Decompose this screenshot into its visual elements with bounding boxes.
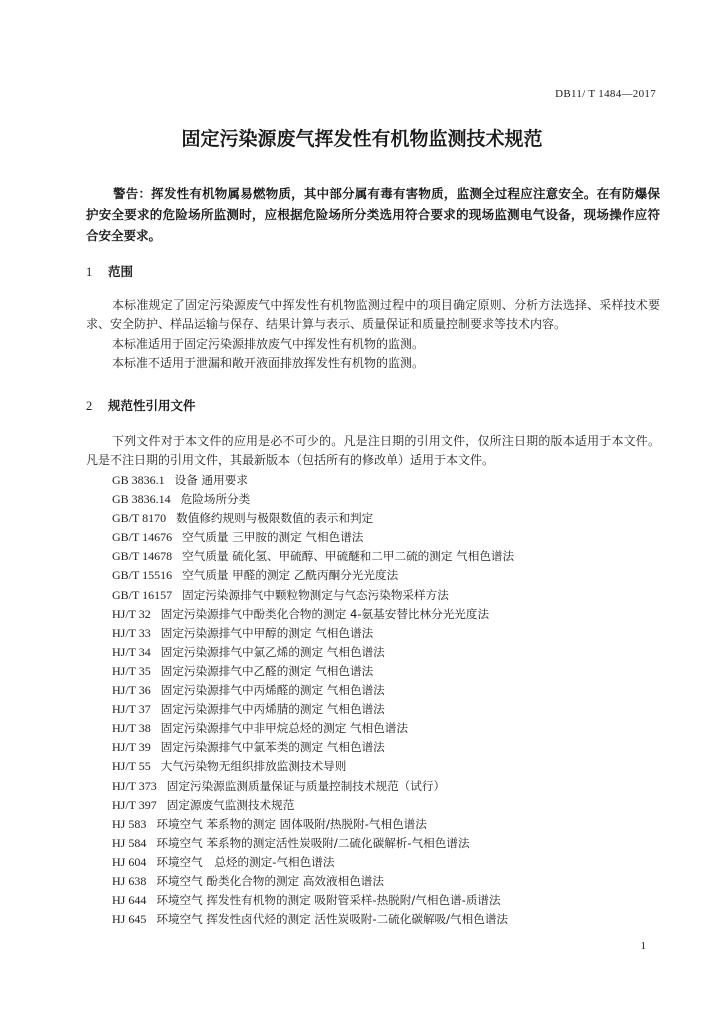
reference-title: 固定污染源排气中丙烯醛的测定 气相色谱法 [160,683,385,698]
section-1-heading [86,262,133,280]
reference-code: HJ 583 [112,816,147,831]
reference-title: 固定污染源排气中非甲烷总烃的测定 气相色谱法 [160,721,408,736]
safety-warning: 警告：挥发性有机物属易燃物质，其中部分属有毒有害物质，监测全过程应注意安全。在有防爆保护安全要求的危险场所监测时，应根据危险场所分类选用符合要求的现场监测电气设备，现场操作应符合安全要求。 [86,186,660,243]
reference-code: GB/T 14678 [112,549,173,564]
reference-code: HJ 584 [112,835,147,850]
reference-item [112,662,514,681]
normative-references-intro: 下列文件对于本文件的应用是必不可少的。凡是注日期的引用文件，仅所注日期的版本适用于本文件。凡是不注日期的引用文件，其最新版本（包括所有的修改单）适用于本文件。 [86,434,660,467]
reference-code: GB/T 16157 [112,587,173,602]
reference-title: 环境空气 酚类化合物的测定 高效液相色谱法 [156,873,384,888]
reference-title: 固定污染源监测质量保证与质量控制技术规范（试行） [166,778,446,793]
reference-title: 大气污染物无组织排放监测技术导则 [160,759,347,774]
reference-item [112,528,514,547]
reference-code: HJ/T 397 [112,797,157,812]
reference-item [112,566,514,585]
reference-item [112,586,514,605]
reference-title: 环境空气 苯系物的测定 固体吸附/热脱附-气相色谱法 [156,816,427,831]
reference-item [112,872,514,891]
reference-title: 设备 通用要求 [174,473,248,487]
page-number: 1 [640,940,646,952]
reference-item [112,815,514,834]
reference-code: HJ 604 [112,854,147,869]
reference-code: HJ/T 39 [112,740,151,755]
reference-item [112,605,514,624]
reference-item [112,547,514,566]
reference-code: HJ 638 [112,873,147,888]
reference-code: HJ/T 32 [112,606,151,621]
reference-title: 固定污染源排气中氯苯类的测定 气相色谱法 [160,740,385,755]
reference-code: GB 3836.1 [112,473,165,487]
reference-title: 固定源废气监测技术规范 [166,797,295,812]
reference-title: 危险场所分类 [180,492,251,507]
scope-paragraph-1: 本标准规定了固定污染源废气中挥发性有机物监测过程中的项目确定原则、分析方法选择、采样技术要求、安全防护、样品运输与保存、结果计算与表示、质量保证和质量控制要求等技术内容。 [86,298,660,331]
section-number: 2 [86,399,93,413]
reference-item [112,643,514,662]
reference-code: HJ/T 36 [112,683,151,698]
reference-item [112,681,514,700]
reference-item [112,796,514,815]
reference-item [112,738,514,757]
document-title: 固定污染源废气挥发性有机物监测技术规范 [181,128,543,150]
reference-code: HJ/T 38 [112,721,151,736]
reference-title: 环境空气 挥发性有机物的测定 吸附管采样-热脱附/气相色谱-质谱法 [156,893,501,908]
reference-item [112,719,514,738]
reference-code: GB 3836.14 [112,492,171,507]
reference-title: 固定污染源排气中甲醇的测定 气相色谱法 [160,625,374,640]
reference-code: HJ 645 [112,912,147,927]
reference-item [112,853,514,872]
reference-title: 固定污染源排气中酚类化合物的测定 4-氨基安替比林分光光度法 [160,606,490,621]
reference-item [112,910,514,929]
reference-title: 数值修约规则与极限数值的表示和判定 [176,511,374,526]
reference-title: 固定污染源排气中丙烯腈的测定 气相色谱法 [160,702,385,717]
reference-code: GB/T 14676 [112,530,173,545]
reference-title: 环境空气 挥发性卤代烃的测定 活性炭吸附-二硫化碳解吸/气相色谱法 [156,912,509,927]
reference-item [112,777,514,796]
reference-item [112,490,514,509]
reference-title: 固定污染源排气中氯乙烯的测定 气相色谱法 [160,644,385,659]
standard-code: DB11/ T 1484—2017 [555,88,656,100]
reference-code: HJ/T 35 [112,663,151,678]
reference-code: GB/T 8170 [112,511,167,526]
reference-title: 环境空气 苯系物的测定活性炭吸附/二硫化碳解析-气相色谱法 [156,835,470,850]
reference-item [112,624,514,643]
reference-title: 空气质量 甲醛的测定 乙酰丙酮分光光度法 [182,568,399,583]
section-title: 规范性引用文件 [108,398,196,413]
reference-code: HJ/T 55 [112,759,151,774]
reference-code: HJ/T 37 [112,702,151,717]
reference-title: 固定污染源排气中颗粒物测定与气态污染物采样方法 [182,587,449,602]
reference-item [112,509,514,528]
reference-title: 环境空气 总烃的测定-气相色谱法 [156,854,335,869]
reference-item [112,757,514,776]
reference-code: HJ/T 33 [112,625,151,640]
section-2-heading [86,396,196,414]
section-number: 1 [86,265,93,279]
reference-list [112,471,514,929]
reference-title: 空气质量 硫化氢、甲硫醇、甲硫醚和二甲二硫的测定 气相色谱法 [182,549,515,564]
reference-item [112,471,514,490]
scope-paragraph-2: 本标准适用于固定污染源排放废气中挥发性有机物的监测。 [112,337,425,351]
reference-item [112,700,514,719]
reference-title: 固定污染源排气中乙醛的测定 气相色谱法 [160,663,374,678]
reference-code: GB/T 15516 [112,568,173,583]
reference-code: HJ 644 [112,893,147,908]
reference-title: 空气质量 三甲胺的测定 气相色谱法 [182,530,364,545]
reference-item [112,834,514,853]
section-title: 范围 [108,264,134,279]
reference-item [112,891,514,910]
scope-paragraph-3: 本标准不适用于泄漏和敞开液面排放挥发性有机物的监测。 [112,356,425,370]
reference-code: HJ/T 34 [112,644,151,659]
reference-code: HJ/T 373 [112,778,157,793]
